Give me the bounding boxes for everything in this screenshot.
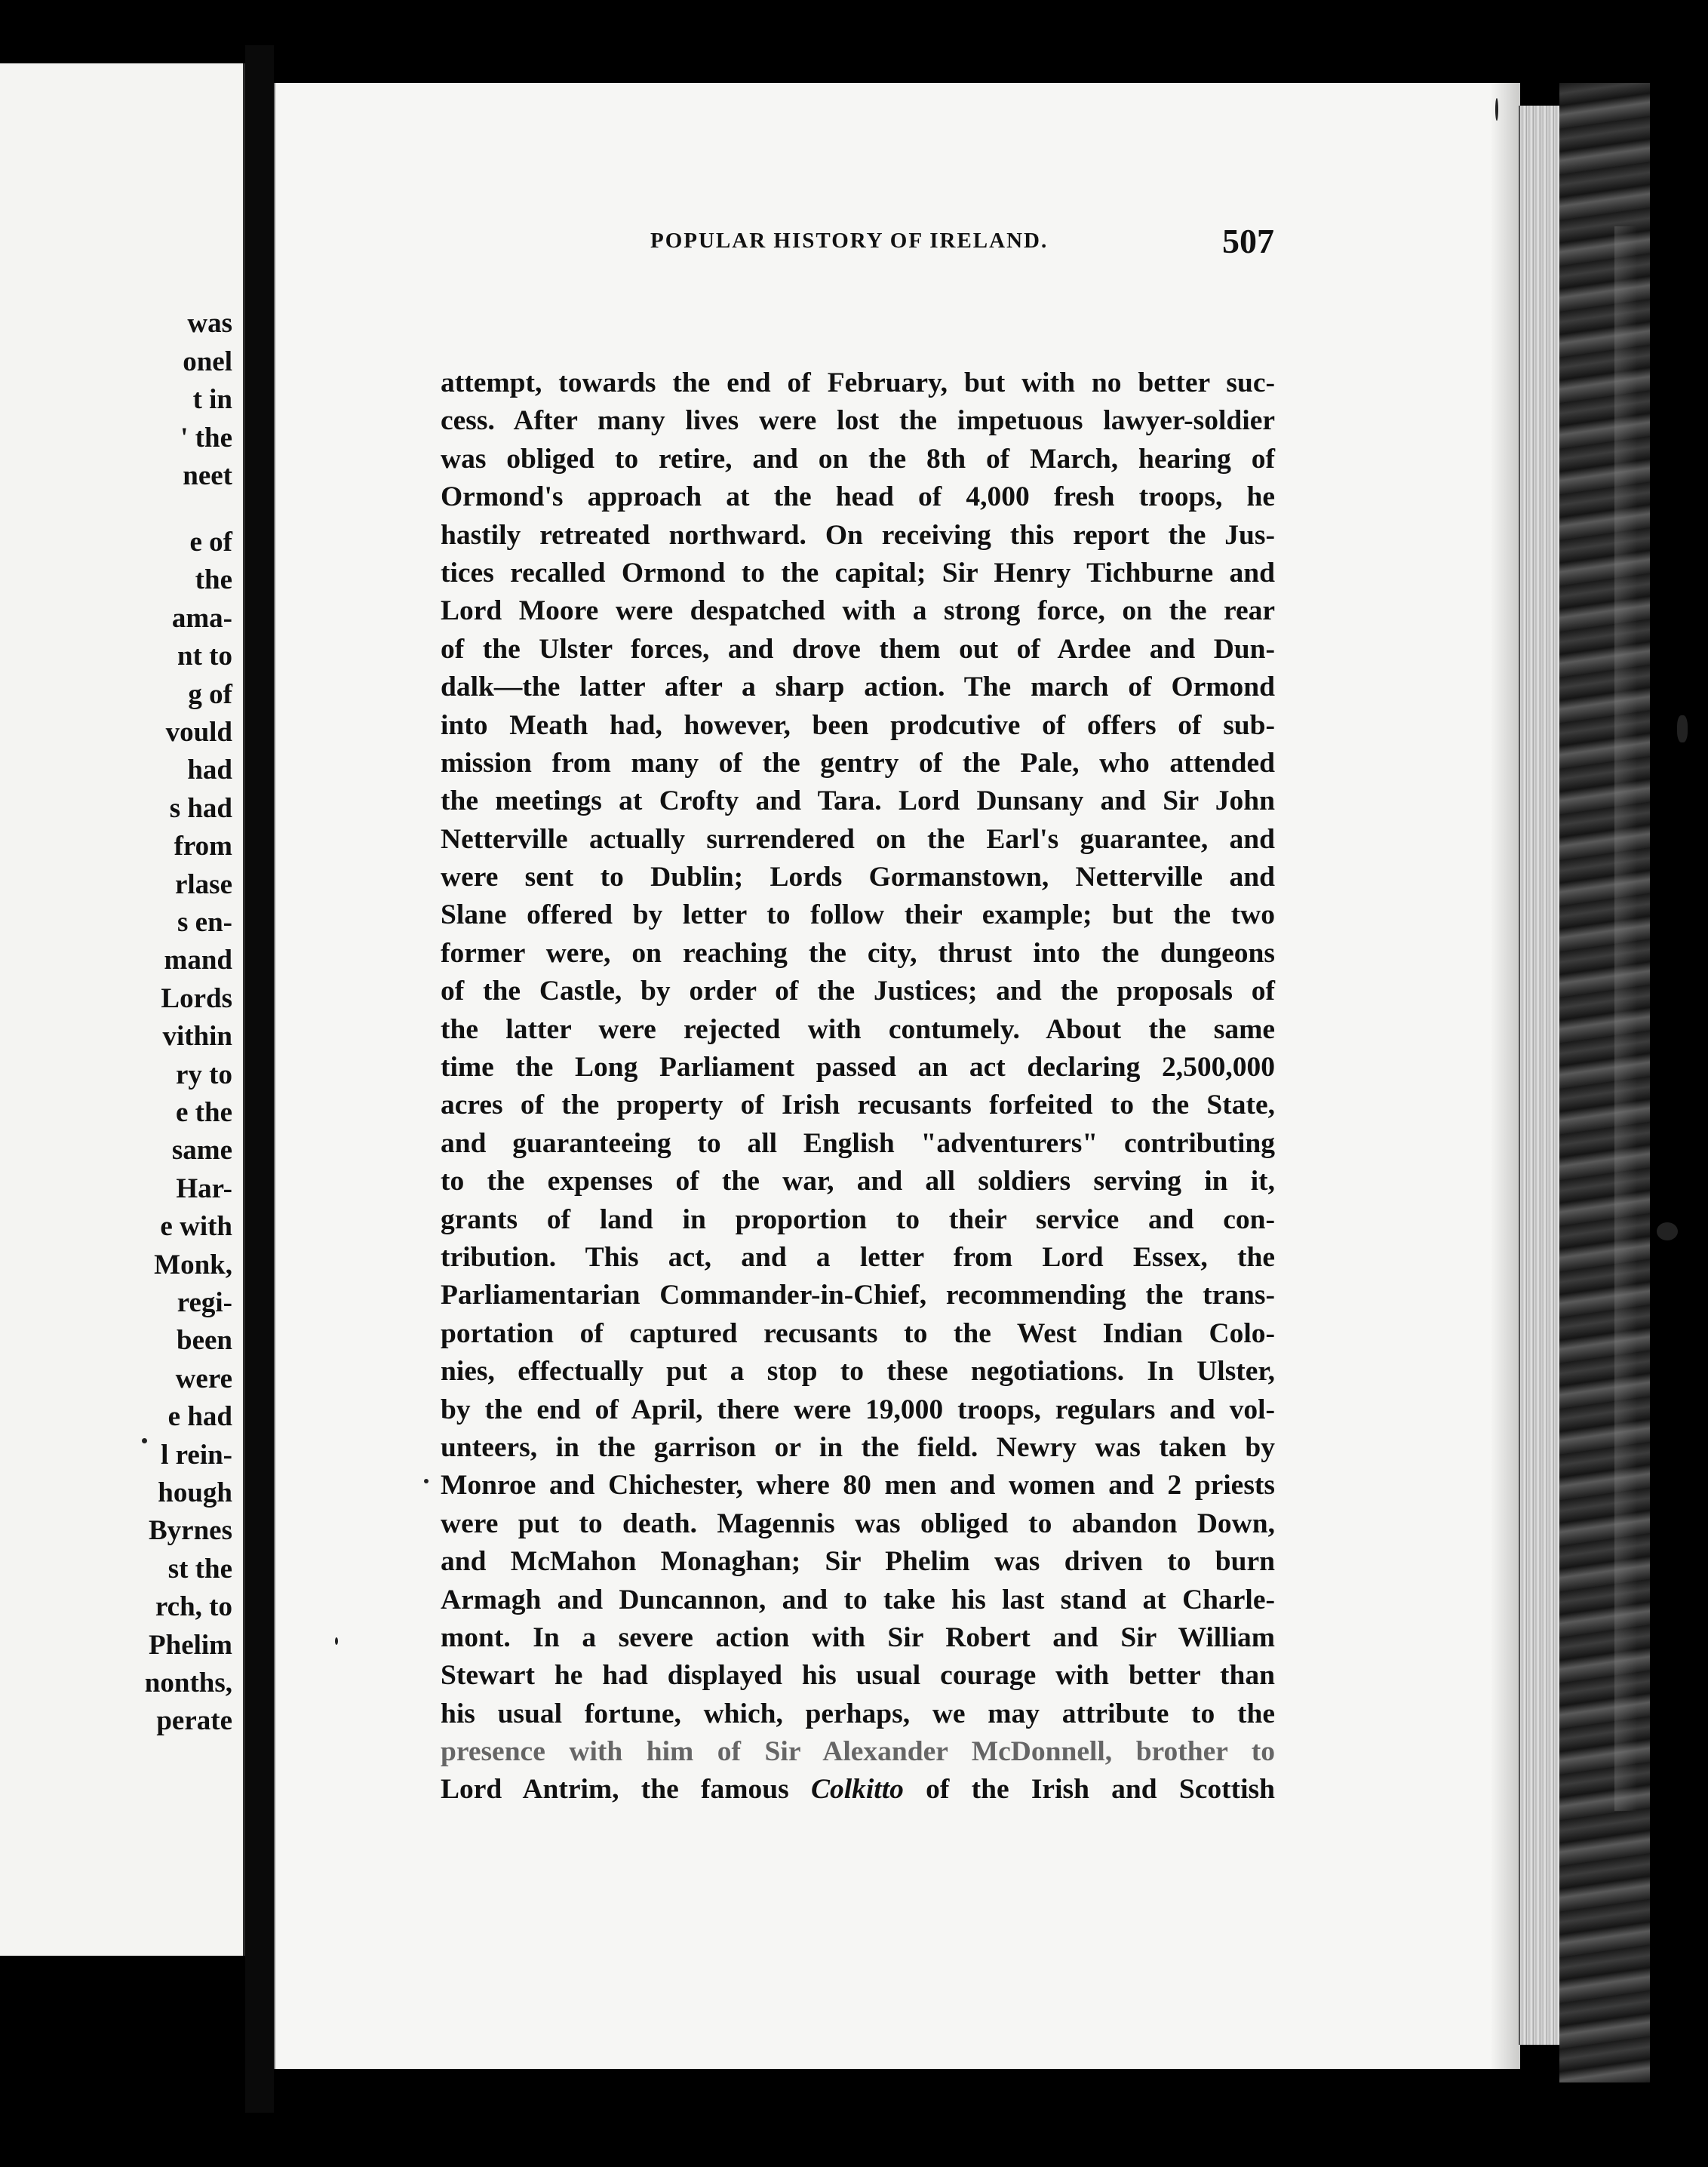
text-line: nies, effectually put a stop to these negotiations. In Ulster, — [441, 1356, 1275, 1388]
scan-speck — [1495, 98, 1498, 121]
text-line: tribution. This act, and a letter from Lord Essex, the — [441, 1241, 1275, 1273]
scan-speck — [1657, 1222, 1678, 1240]
facing-page-line-fragment: Phelim — [149, 1629, 232, 1661]
text-line: dalk—the latter after a sharp action. The march of Ormond — [441, 672, 1275, 703]
facing-page-line-fragment: l rein- — [161, 1439, 232, 1471]
facing-page-line-fragment: vithin — [162, 1021, 232, 1053]
facing-page-line-fragment: been — [177, 1325, 232, 1357]
text-line: was obliged to retire, and on the 8th of March, hearing of — [441, 443, 1275, 475]
facing-page-line-fragment: e the — [176, 1097, 232, 1128]
facing-page-line-fragment: e of — [189, 527, 232, 558]
facing-page-line-fragment: had — [187, 755, 232, 786]
text-line: and guaranteeing to all English "adventurers" contributing — [441, 1127, 1275, 1159]
text-line: tices recalled Ormond to the capital; Sir Henry Tichburne and — [441, 557, 1275, 589]
italic-name: Colkitto — [810, 1774, 904, 1806]
text-line: presence with him of Sir Alexander McDonnell, brother to — [441, 1736, 1275, 1768]
text-line: his usual fortune, which, perhaps, we may attribute to the — [441, 1698, 1275, 1729]
scan-speck — [335, 1637, 338, 1645]
last-line-start: Lord Antrim, the famous — [441, 1774, 811, 1806]
text-line: the latter were rejected with contumely. About the same — [441, 1013, 1275, 1045]
facing-page-line-fragment: ry to — [176, 1059, 232, 1090]
facing-page-line-fragment: ama- — [171, 602, 232, 634]
facing-page-line-fragment: Lords — [161, 982, 232, 1014]
facing-page-line-fragment: Har- — [176, 1173, 232, 1204]
text-line: cess. After many lives were lost the impetuous lawyer-soldier — [441, 405, 1275, 437]
facing-page-line-fragment: from — [174, 831, 232, 862]
facing-page-line-fragment: neet — [183, 460, 232, 491]
facing-page-line-fragment: e had — [167, 1401, 232, 1433]
text-line: by the end of April, there were 19,000 troops, regulars and vol- — [441, 1394, 1275, 1425]
facing-page-line-fragment: s en- — [177, 907, 232, 938]
scan-speck — [424, 1479, 429, 1483]
book-gutter — [245, 45, 274, 2113]
text-line: mission from many of the gentry of the Pale, who attended — [441, 747, 1275, 779]
text-line: Netterville actually surrendered on the Earl's guarantee, and — [441, 823, 1275, 855]
text-line: to the expenses of the war, and all soldiers serving in it, — [441, 1166, 1275, 1197]
facing-page-line-fragment: same — [171, 1135, 232, 1166]
facing-page-line-fragment: regi- — [177, 1287, 232, 1318]
facing-page-line-fragment: hough — [158, 1477, 232, 1508]
text-line: former were, on reaching the city, thrust into the dungeons — [441, 937, 1275, 969]
text-line: were sent to Dublin; Lords Gormanstown, Netterville and — [441, 862, 1275, 893]
text-line: attempt, towards the end of February, but with no better suc- — [441, 367, 1275, 398]
text-line: Armagh and Duncannon, and to take his last stand at Charle- — [441, 1584, 1275, 1615]
page-number: 507 — [1222, 222, 1274, 260]
running-head-title: POPULAR HISTORY OF IRELAND. — [650, 229, 1049, 253]
facing-page-line-fragment: the — [195, 564, 232, 596]
facing-page-line-fragment: g of — [188, 678, 232, 710]
text-line: mont. In a severe action with Sir Robert and Sir William — [441, 1621, 1275, 1653]
text-line: of the Ulster forces, and drove them out of Ardee and Dun- — [441, 633, 1275, 665]
text-line-last — [441, 1771, 1275, 1809]
facing-page-line-fragment: vould — [165, 717, 232, 748]
text-line: time the Long Parliament passed an act declaring 2,500,000 — [441, 1052, 1275, 1084]
text-line: Slane offered by letter to follow their example; but the two — [441, 899, 1275, 931]
facing-page-line-fragment: were — [175, 1363, 232, 1394]
facing-page-line-fragment: rlase — [174, 868, 232, 900]
facing-page-line-fragment: rch, to — [155, 1591, 232, 1623]
text-line: Ormond's approach at the head of 4,000 fresh troops, he — [441, 481, 1275, 513]
text-line: unteers, in the garrison or in the field. Newry was taken by — [441, 1431, 1275, 1463]
facing-page-line-fragment: Monk, — [154, 1249, 232, 1280]
facing-page-line-fragment: s had — [169, 792, 232, 824]
facing-page-line-fragment: was — [187, 308, 232, 339]
text-line: Monroe and Chichester, where 80 men and women and 2 priests — [441, 1470, 1275, 1502]
text-line: Stewart he had displayed his usual courage with better than — [441, 1660, 1275, 1692]
running-head — [0, 221, 1708, 259]
body-text — [441, 364, 1275, 1809]
text-line: portation of captured recusants to the West Indian Colo- — [441, 1317, 1275, 1349]
text-line: the meetings at Crofty and Tara. Lord Dunsany and Sir John — [441, 785, 1275, 817]
facing-page-line-fragment: mand — [164, 945, 232, 976]
text-line: and McMahon Monaghan; Sir Phelim was driven to burn — [441, 1546, 1275, 1578]
last-line-end: of the Irish and Scottish — [903, 1774, 1275, 1806]
page-edge-shadow — [1490, 83, 1520, 2069]
text-line: were put to death. Magennis was obliged to abandon Down, — [441, 1508, 1275, 1539]
cover-highlight — [1614, 226, 1637, 1811]
scan-speck — [1677, 715, 1688, 742]
text-line: of the Castle, by order of the Justices; and the proposals of — [441, 976, 1275, 1007]
text-line: Lord Moore were despatched with a strong force, on the rear — [441, 595, 1275, 627]
facing-page-line-fragment: perate — [156, 1705, 232, 1737]
facing-page-line-fragment: ' the — [180, 422, 232, 453]
page-block-edge — [1519, 106, 1561, 2045]
facing-page-line-fragment: Byrnes — [149, 1515, 232, 1547]
text-line: Parliamentarian Commander-in-Chief, recommending the trans- — [441, 1280, 1275, 1311]
text-line: into Meath had, however, been prodcutive of offers of sub- — [441, 709, 1275, 741]
text-line: grants of land in proportion to their service and con- — [441, 1203, 1275, 1235]
text-line: hastily retreated northward. On receiving this report the Jus- — [441, 519, 1275, 551]
facing-page-line-fragment: onel — [183, 346, 232, 377]
text-line: acres of the property of Irish recusants forfeited to the State, — [441, 1090, 1275, 1121]
facing-page-line-fragment: nt to — [177, 641, 232, 672]
facing-page-left — [0, 63, 245, 1956]
facing-page-line-fragment: t in — [192, 384, 232, 415]
facing-page-line-fragment: nonths, — [144, 1668, 232, 1698]
facing-page-line-fragment: e with — [160, 1211, 232, 1243]
facing-page-line-fragment: st the — [167, 1553, 232, 1585]
scan-speck — [142, 1438, 147, 1443]
